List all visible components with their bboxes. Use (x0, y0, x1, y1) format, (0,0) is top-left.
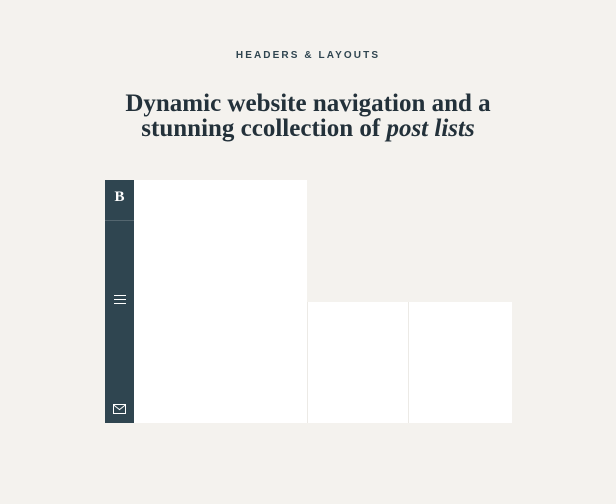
page-title-emphasis: post lists (386, 114, 475, 142)
hamburger-bar (114, 295, 126, 296)
hamburger-menu-icon[interactable] (114, 295, 126, 304)
page-title-text: Dynamic website navigation and a stunning ccollection of (125, 89, 491, 142)
brand-logo[interactable]: B (114, 189, 125, 205)
preview-sidebar[interactable] (105, 180, 134, 423)
preview-card[interactable] (307, 302, 409, 423)
sidebar-divider (105, 220, 134, 221)
envelope-icon[interactable] (113, 404, 126, 414)
page-title (88, 91, 528, 141)
section-eyebrow: HEADERS & LAYOUTS (235, 50, 381, 61)
preview-card-row (307, 302, 511, 423)
hamburger-bar (114, 303, 126, 304)
preview-card[interactable] (408, 302, 512, 423)
preview-hero-block[interactable] (307, 180, 511, 302)
preview-content-left (134, 180, 307, 423)
hamburger-bar (114, 299, 126, 300)
preview-content-right (307, 180, 511, 423)
layout-preview (105, 180, 511, 423)
